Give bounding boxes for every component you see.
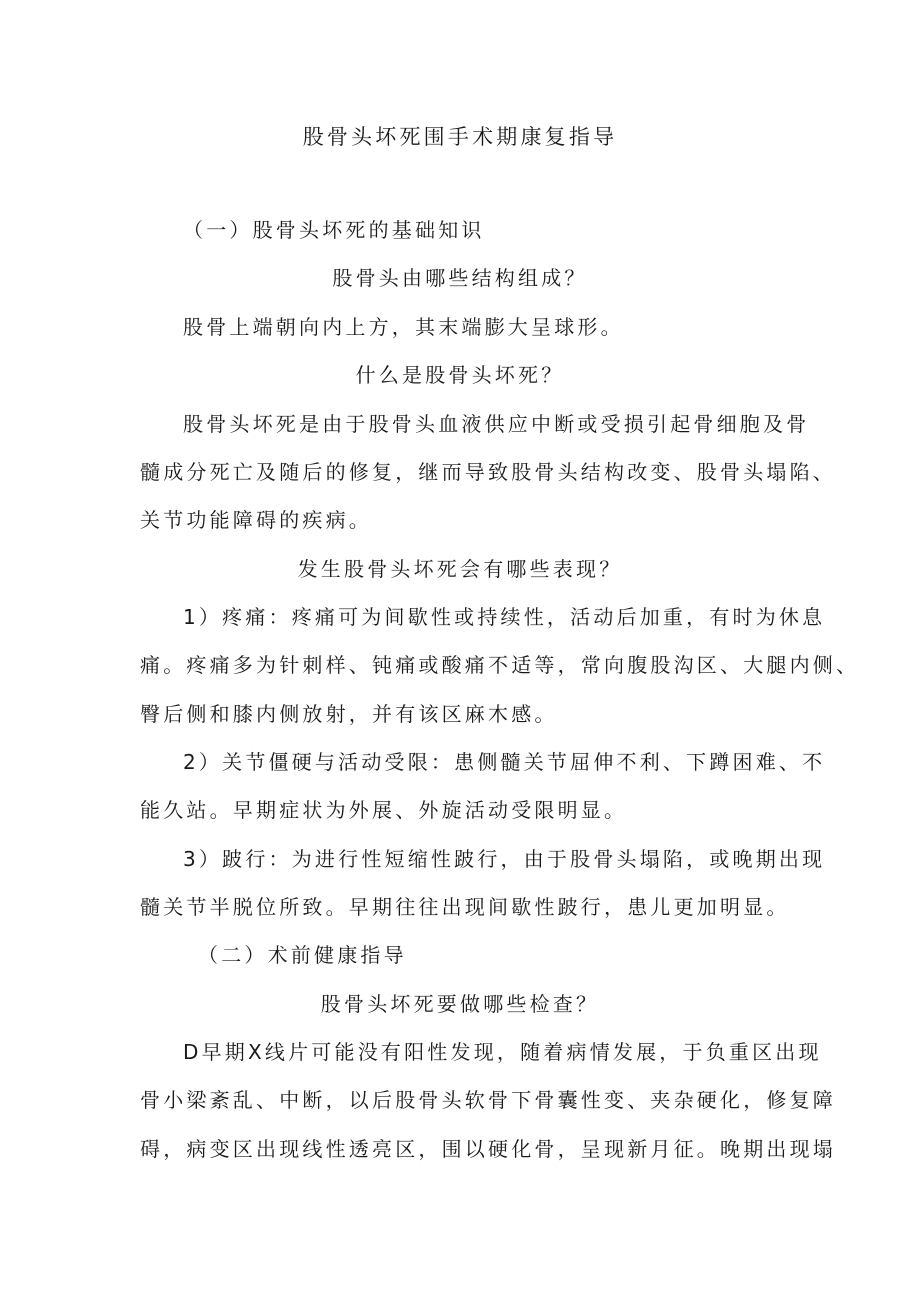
answer-structure: 股骨上端朝向内上方，其末端膨大呈球形。 — [183, 315, 624, 339]
answer-examinations-line-2: 骨小梁紊乱、中断，以后股骨头软骨下骨囊性变、夹杂硬化，修复障 — [140, 1088, 836, 1112]
answer-examinations-line-1: D早期X线片可能没有阳性发现，随着病情发展，于负重区出现 — [183, 1040, 822, 1064]
question-structure: 股骨头由哪些结构组成？ — [332, 266, 588, 290]
question-examinations: 股骨头坏死要做哪些检查？ — [320, 992, 600, 1016]
answer-definition-line-2: 髓成分死亡及随后的修复，继而导致股骨头结构改变、股骨头塌陷、 — [140, 460, 836, 484]
answer-examinations-line-3: 碍，病变区出现线性透亮区，围以硬化骨，呈现新月征。晚期出现塌 — [140, 1137, 836, 1161]
answer-definition-line-1: 股骨头坏死是由于股骨头血液供应中断或受损引起骨细胞及骨 — [183, 412, 810, 436]
symptom-stiffness-line-1: 2）关节僵硬与活动受限：患侧髓关节屈伸不利、下蹲困难、不 — [183, 750, 826, 774]
section-heading-preop: （二）术前健康指导 — [198, 943, 407, 967]
symptom-limp-line-2: 髓关节半脱位所致。早期往往出现间歇性跛行，患儿更加明显。 — [140, 895, 790, 919]
symptom-stiffness-line-2: 能久站。早期症状为外展、外旋活动受限明显。 — [140, 798, 628, 822]
symptom-pain-line-2: 痛。疼痛多为针刺样、钝痛或酸痛不适等，常向腹股沟区、大腿内侧、 — [140, 653, 860, 677]
question-definition: 什么是股骨头坏死？ — [355, 363, 565, 387]
symptom-pain-line-1: 1）疼痛：疼痛可为间歇性或持续性，活动后加重，有时为休息 — [183, 605, 826, 629]
question-symptoms: 发生股骨头坏死会有哪些表现？ — [297, 557, 623, 581]
symptom-limp-line-1: 3）跛行：为进行性短缩性跛行，由于股骨头塌陷，或晚期出现 — [183, 847, 826, 871]
section-heading-basics: （一）股骨头坏死的基础知识 — [183, 218, 485, 242]
answer-definition-line-3: 关节功能障碍的疾病。 — [140, 508, 372, 532]
symptom-pain-line-3: 臀后侧和膝内侧放射，并有该区麻木感。 — [140, 702, 558, 726]
document-title: 股骨头坏死围手术期康复指导 — [302, 125, 618, 149]
